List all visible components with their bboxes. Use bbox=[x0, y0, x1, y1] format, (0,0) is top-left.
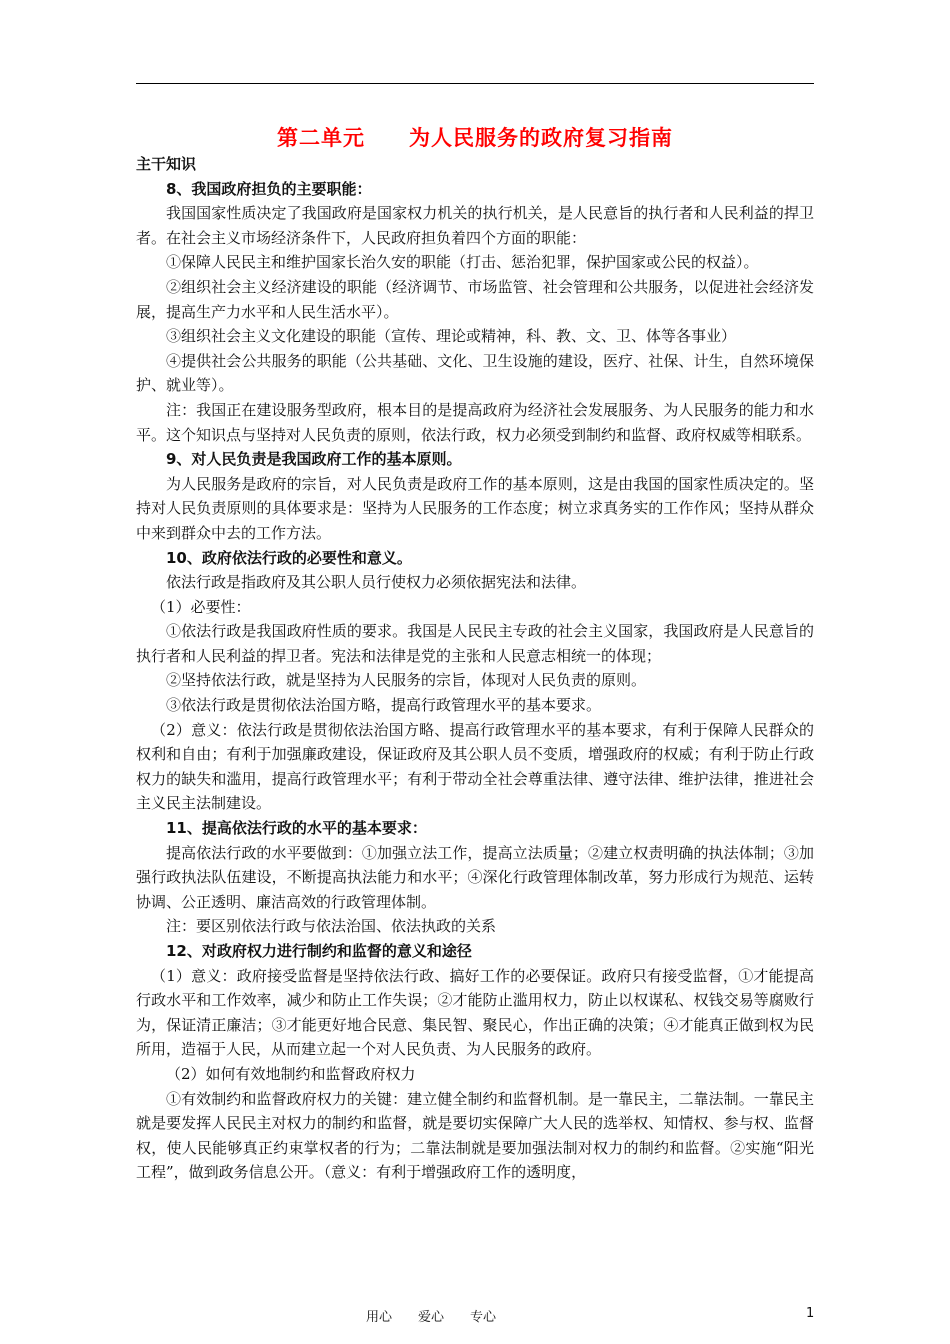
paragraph: ④提供社会公共服务的职能（公共基础、文化、卫生设施的建设，医疗、社保、计生，自然环境保护、就业等）。 bbox=[136, 351, 814, 395]
note-paragraph: 注：要区别依法行政与依法治国、依法执政的关系 bbox=[166, 917, 497, 936]
paragraph: 为人民服务是政府的宗旨，对人民负责是政府工作的基本原则，这是由我国的国家性质决定的。坚持对人民负责原则的具体要求是：坚持为人民服务的工作态度；树立求真务实的工作作风；坚持从群众中来到群众中去的工作方法。 bbox=[136, 474, 814, 542]
header-rule bbox=[136, 83, 814, 84]
paragraph: 依法行政是指政府及其公职人员行使权力必须依据宪法和法律。 bbox=[166, 573, 587, 592]
page-title: 第二单元 为人民服务的政府复习指南 bbox=[277, 126, 673, 150]
document-body bbox=[136, 152, 814, 1185]
heading-8: 8、我国政府担负的主要职能： bbox=[166, 179, 372, 198]
paragraph: （1）必要性： bbox=[151, 597, 251, 616]
paragraph: ①保障人民民主和维护国家长治久安的职能（打击、惩治犯罪，保护国家或公民的权益）。 bbox=[166, 253, 759, 272]
paragraph: ①依法行政是我国政府性质的要求。我国是人民民主专政的社会主义国家，我国政府是人民意旨的执行者和人民利益的捍卫者。宪法和法律是党的主张和人民意志相统一的体现； bbox=[136, 622, 814, 665]
paragraph: ②组织社会主义经济建设的职能（经济调节、市场监管、社会管理和公共服务，以促进社会经济发展，提高生产力水平和人民生活水平）。 bbox=[136, 277, 814, 321]
heading-11: 11、提高依法行政的水平的基本要求： bbox=[166, 819, 427, 838]
heading-9: 9、对人民负责是我国政府工作的基本原则。 bbox=[166, 450, 462, 469]
paragraph: ③组织社会主义文化建设的职能（宣传、理论或精神，科、教、文、卫、体等各事业） bbox=[166, 327, 737, 346]
paragraph: （1）意义：政府接受监督是坚持依法行政、搞好工作的必要保证。政府只有接受监督，①才能提高行政水平和工作效率，减少和防止工作失误；②才能防止滥用权力，防止以权谋私、权钱交易等腐败行为，保证清正廉洁；③才能更好地合民意、集民智、聚民心，作出正确的决策；④才能真正做到权为民所用，造福于人民，从而建立起一个对人民负责、为人民服务的政府。 bbox=[136, 966, 814, 1059]
heading-10: 10、政府依法行政的必要性和意义。 bbox=[166, 548, 412, 567]
paragraph: （2）意义：依法行政是贯彻依法治国方略、提高行政管理水平的基本要求，有利于保障人民群众的权利和自由；有利于加强廉政建设，保证政府及其公职人员不变质，增强政府的权威；有利于防止行政权力的缺失和滥用，提高行政管理水平；有利于带动全社会尊重法律、遵守法律、维护法律，推进社会主义民主法制建设。 bbox=[136, 720, 814, 813]
section-label: 主干知识 bbox=[136, 155, 197, 173]
paragraph: ②坚持依法行政，就是坚持为人民服务的宗旨，体现对人民负责的原则。 bbox=[166, 671, 647, 690]
note-paragraph: 注：我国正在建设服务型政府，根本目的是提高政府为经济社会发展服务、为人民服务的能力和水平。这个知识点与坚持对人民负责的原则，依法行政，权力必须受到制约和监督、政府权威等相联系。 bbox=[136, 400, 814, 444]
paragraph: 我国国家性质决定了我国政府是国家权力机关的执行机关，是人民意旨的执行者和人民利益的捍卫者。在社会主义市场经济条件下，人民政府担负着四个方面的职能： bbox=[136, 204, 814, 247]
heading-12: 12、对政府权力进行制约和监督的意义和途径 bbox=[166, 942, 472, 960]
paragraph: 提高依法行政的水平要做到：①加强立法工作，提高立法质量；②建立权责明确的执法体制；③加强行政执法队伍建设，不断提高执法能力和水平；④深化行政管理体制改革，努力形成行为规范、运转协调、公正透明、廉洁高效的行政管理体制。 bbox=[136, 843, 814, 911]
paragraph: ①有效制约和监督政府权力的关键：建立健全制约和监督机制。是一靠民主，二靠法制。一靠民主就是要发挥人民民主对权力的制约和监督，就是要切实保障广大人民的选举权、知情权、参与权、监督权，使人民能够真正约束掌权者的行为；二靠法制就是要加强法制对权力的制约和监督。②实施“阳光工程”，做到政务信息公开。（意义：有利于增强政府工作的透明度， bbox=[136, 1089, 814, 1182]
footer-motto: 用心 爱心 专心 bbox=[366, 1310, 497, 1325]
paragraph: （2）如何有效地制约和监督政府权力 bbox=[166, 1064, 416, 1083]
paragraph: ③依法行政是贯彻依法治国方略，提高行政管理水平的基本要求。 bbox=[166, 696, 602, 715]
page-number: 1 bbox=[806, 1306, 815, 1321]
